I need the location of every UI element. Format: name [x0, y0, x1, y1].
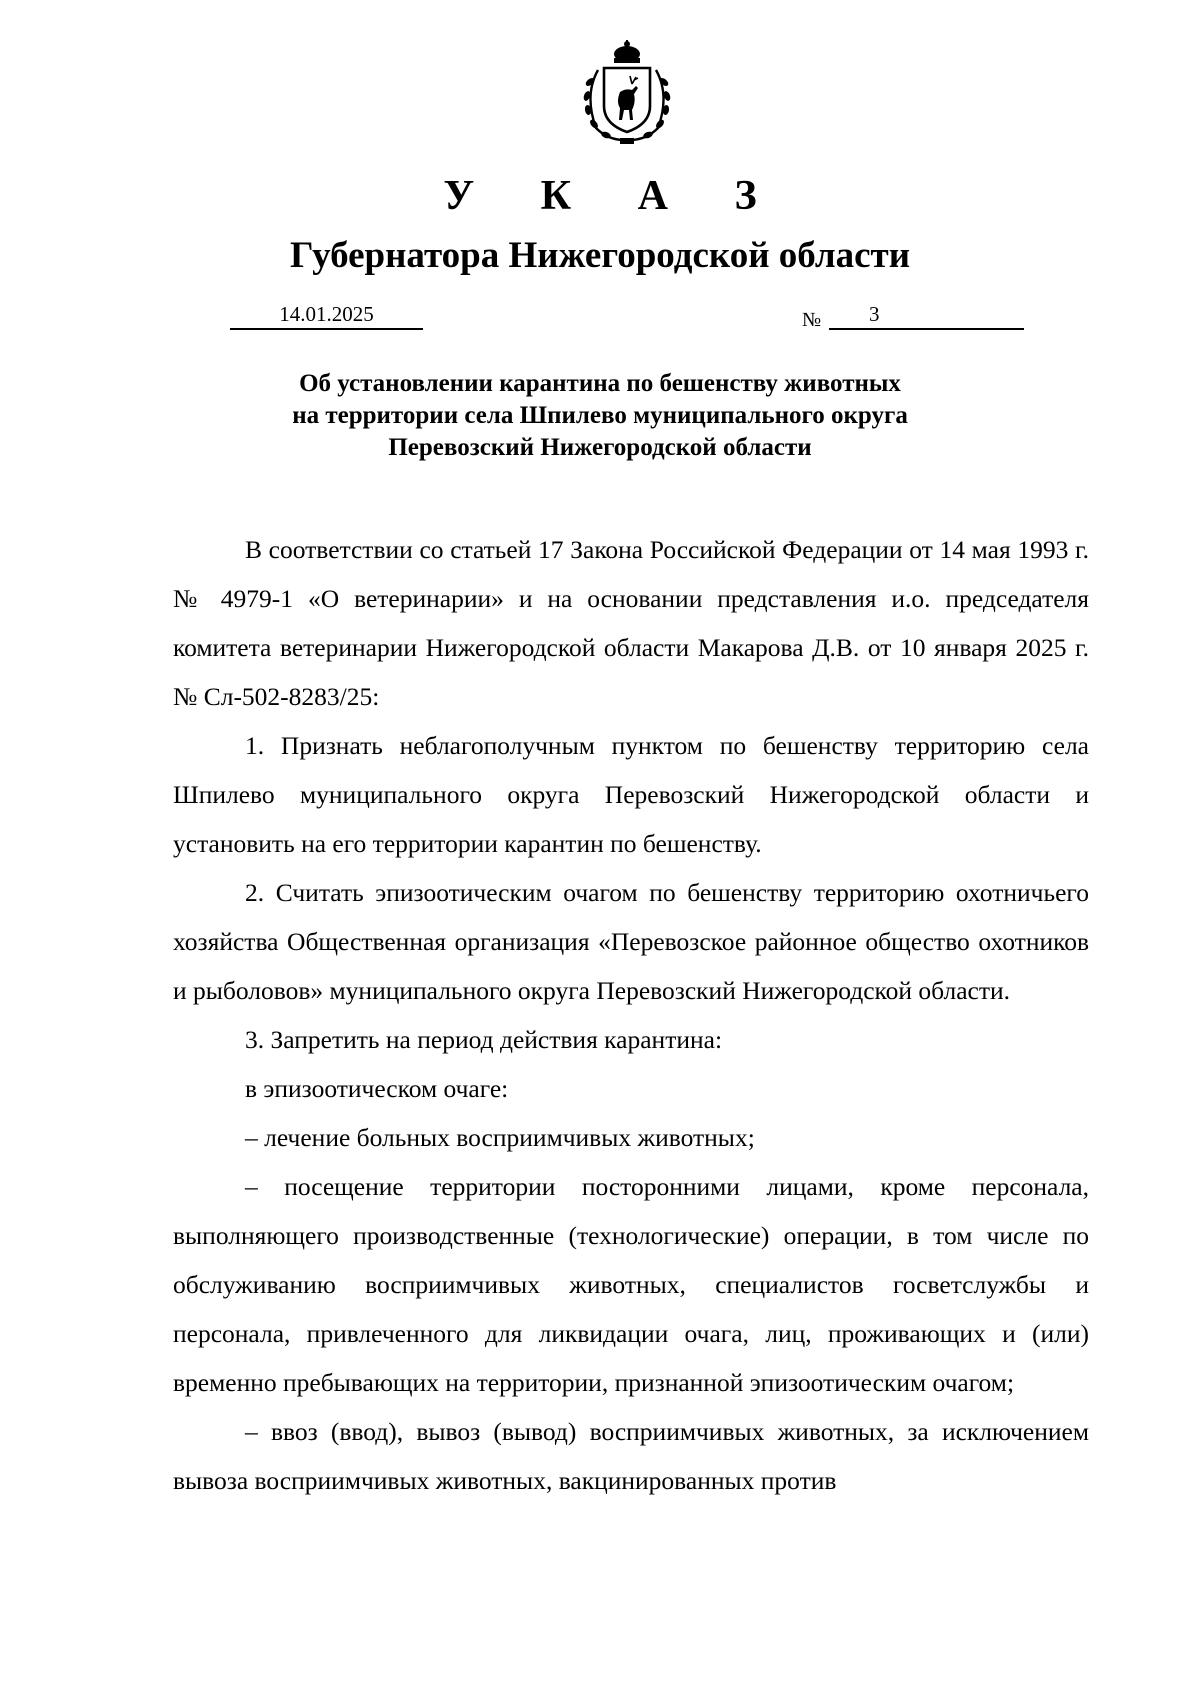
document-number: 3 [829, 300, 1024, 330]
document-type-title: У К А З [443, 173, 785, 219]
number-sign: № [802, 309, 822, 331]
subject-line: Об установлении карантина по бешенству животных [299, 370, 901, 397]
subject-line: на территории села Шпилево муниципального округа [292, 402, 908, 429]
body-paragraph: в эпизоотическом очаге: [245, 1074, 509, 1103]
document-body [173, 525, 1089, 1505]
body-paragraph: 1. Признать неблагополучным пунктом по бешенству территорию села Шпилево муниципального округа Перевозский Нижегородской области и установить на его территории карантин по бешенству. [173, 731, 1089, 858]
body-paragraph: 3. Запретить на период действия карантина: [245, 1025, 723, 1054]
document-date: 14.01.2025 [230, 300, 423, 330]
coat-of-arms-icon [570, 40, 684, 146]
body-paragraph: – посещение территории посторонними лицами, кроме персонала, выполняющего производственные (технологические) операции, в том числе по обслуживанию восприимчивых животных, специалистов госветслужбы и персонала, привлеченного для ликвидации очага, лиц, проживающих и (или) временно пребывающих на территории, признанной эпизоотическим очагом; [173, 1172, 1089, 1397]
body-paragraph: – ввоз (ввод), вывоз (вывод) восприимчивых животных, за исключением вывоза восприимчивых животных, вакцинированных против [173, 1417, 1089, 1495]
body-paragraph: 2. Считать эпизоотическим очагом по бешенству территорию охотничьего хозяйства Общественная организация «Перевозское районное общество охотников и рыболовов» муниципального округа Перевозский Нижегородской области. [173, 878, 1089, 1005]
subject-line: Перевозский Нижегородской области [388, 434, 812, 461]
issuer-title: Губернатора Нижегородской области [289, 235, 911, 276]
document-subject [0, 368, 1200, 464]
body-paragraph: – лечение больных восприимчивых животных; [245, 1123, 755, 1152]
body-paragraph: В соответствии со статьей 17 Закона Российской Федерации от 14 мая 1993 г. № 4979-1 «О ветеринарии» и на основании представления и.о. председателя комитета ветеринарии Нижегородской области Макарова Д.В. от 10 января 2025 г. № Сл-502-8283/25: [173, 535, 1089, 711]
